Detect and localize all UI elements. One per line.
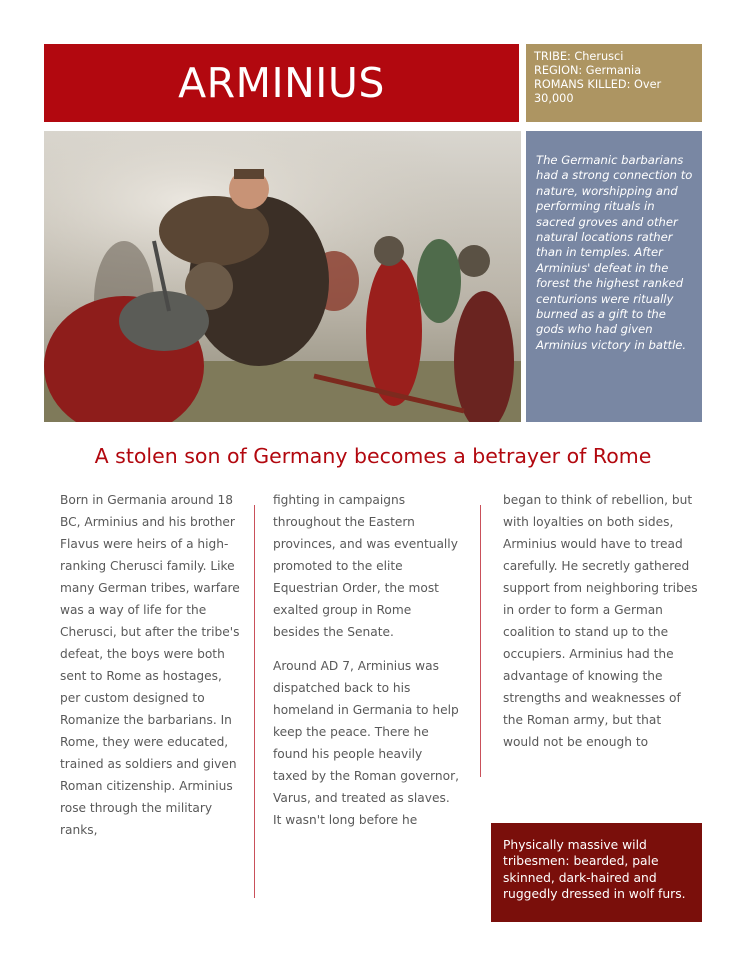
column-3-text: began to think of rebellion, but with loyalties on both sides, Arminius would have to tread carefully. He secretly gathered support from neighboring tribes in order to form a German coalition to stand up to the occupiers. Arminius had the advantage of knowing the strengths and weaknesses of the Roman army, but that would not be enough to — [503, 493, 698, 749]
article-column-3 — [503, 489, 701, 765]
fact-romans-killed: ROMANS KILLED: Over 30,000 — [534, 78, 662, 105]
column-1-text: Born in Germania around 18 BC, Arminius and his brother Flavus were heirs of a high-ranking Cherusci family. Like many German tribes, warfare was a way of life for the Cherusci, but after the tribe's defeat, the boys were both sent to Rome as hostages, per custom designed to Romanize the barbarians. In Rome, they were educated, trained as soldiers and given Roman citizenship. Arminius rose through the military ranks, — [60, 493, 240, 837]
battle-photo — [44, 131, 521, 422]
article-column-2 — [273, 489, 459, 843]
column-divider-2 — [480, 505, 481, 777]
fact-region: REGION: Germania — [534, 64, 642, 77]
callout-box: Physically massive wild tribesmen: bearded, pale skinned, dark-haired and ruggedly dressed in wolf furs. — [491, 823, 702, 922]
battle-photo-illustration — [44, 131, 521, 422]
column-2-paragraph-2: Around AD 7, Arminius was dispatched back to his homeland in Germania to help keep the peace. There he found his people heavily taxed by the Roman governor, Varus, and treated as slaves. It wasn't long before he — [273, 659, 459, 827]
column-2-paragraph-1: fighting in campaigns throughout the Eastern provinces, and was eventually promoted to the elite Equestrian Order, the most exalted group in Rome besides the Senate. — [273, 493, 458, 639]
title-banner — [44, 44, 519, 122]
article-column-1 — [60, 489, 240, 853]
article-headline: A stolen son of Germany becomes a betrayer of Rome — [94, 444, 652, 468]
fact-tribe: TRIBE: Cherusci — [534, 50, 624, 63]
facts-box — [526, 44, 702, 122]
page-title: ARMINIUS — [178, 59, 385, 107]
column-divider-1 — [254, 505, 255, 898]
sidebar-note: The Germanic barbarians had a strong connection to nature, worshipping and performing rituals in sacred groves and other natural locations rather than in temples. After Arminius' defeat in the forest the highest ranked centurions were ritually burned as a gift to the gods who had given Arminius victory in battle. — [526, 131, 702, 422]
